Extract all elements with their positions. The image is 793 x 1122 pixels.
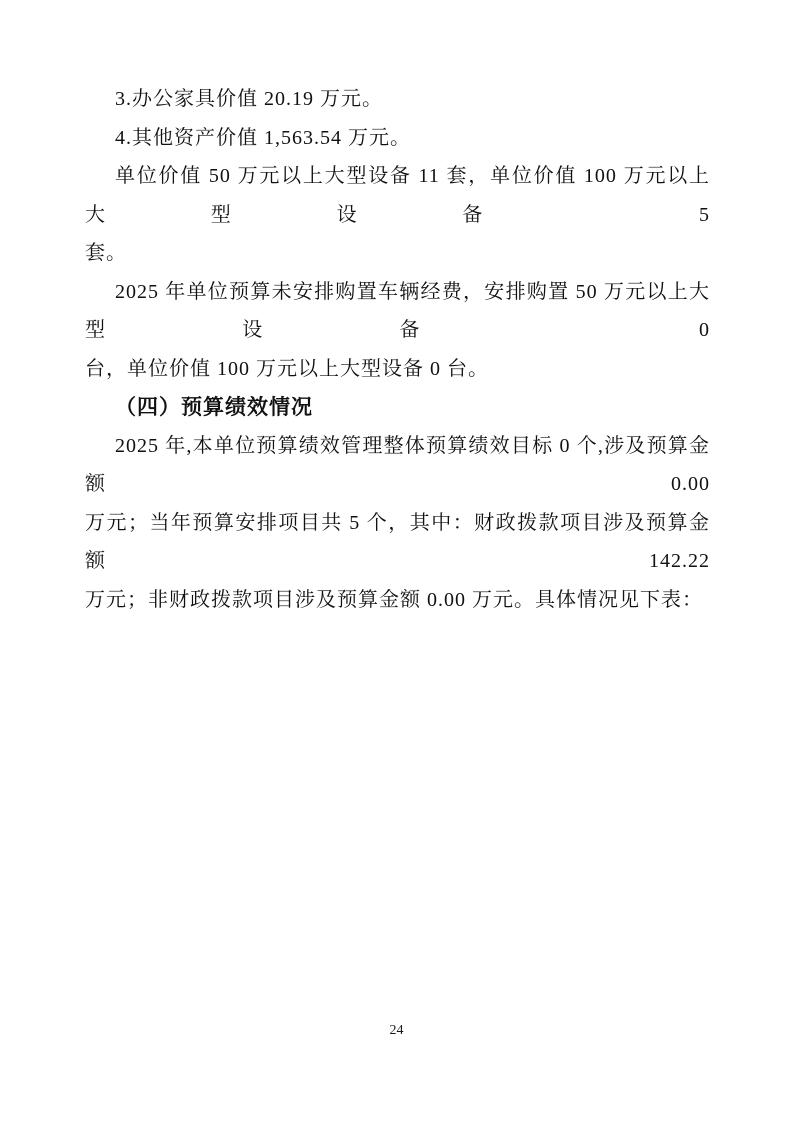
- paragraph-vehicle-and-equipment-budget: [85, 273, 710, 389]
- text-line: 2025 年单位预算未安排购置车辆经费，安排购置 50 万元以上大型设备 0: [85, 280, 710, 341]
- text-line: 单位价值 50 万元以上大型设备 11 套，单位价值 100 万元以上大型设备 5: [85, 165, 710, 226]
- paragraph-large-equipment-counts: [85, 157, 710, 273]
- text-line: 台，单位价值 100 万元以上大型设备 0 台。: [85, 357, 489, 380]
- section-heading-text: （四）预算绩效情况: [115, 395, 313, 419]
- text-line: 2025 年,本单位预算绩效管理整体预算绩效目标 0 个,涉及预算金额 0.00: [85, 434, 710, 495]
- text-line: 3.办公家具价值 20.19 万元。: [115, 88, 383, 110]
- paragraph-office-furniture-value: [85, 80, 710, 119]
- text-line: 套。: [85, 242, 127, 264]
- text-line: 万元；非财政拨款项目涉及预算金额 0.00 万元。具体情况见下表：: [85, 588, 703, 611]
- page-number: 24: [389, 1023, 404, 1038]
- section-heading-budget-performance: [85, 388, 710, 427]
- document-body: [85, 80, 710, 619]
- paragraph-budget-performance-overview: [85, 427, 710, 620]
- paragraph-other-assets-value: [85, 119, 710, 158]
- text-line: 4.其他资产价值 1,563.54 万元。: [115, 126, 411, 149]
- text-line: 万元；当年预算安排项目共 5 个，其中：财政拨款项目涉及预算金额 142.22: [85, 511, 710, 572]
